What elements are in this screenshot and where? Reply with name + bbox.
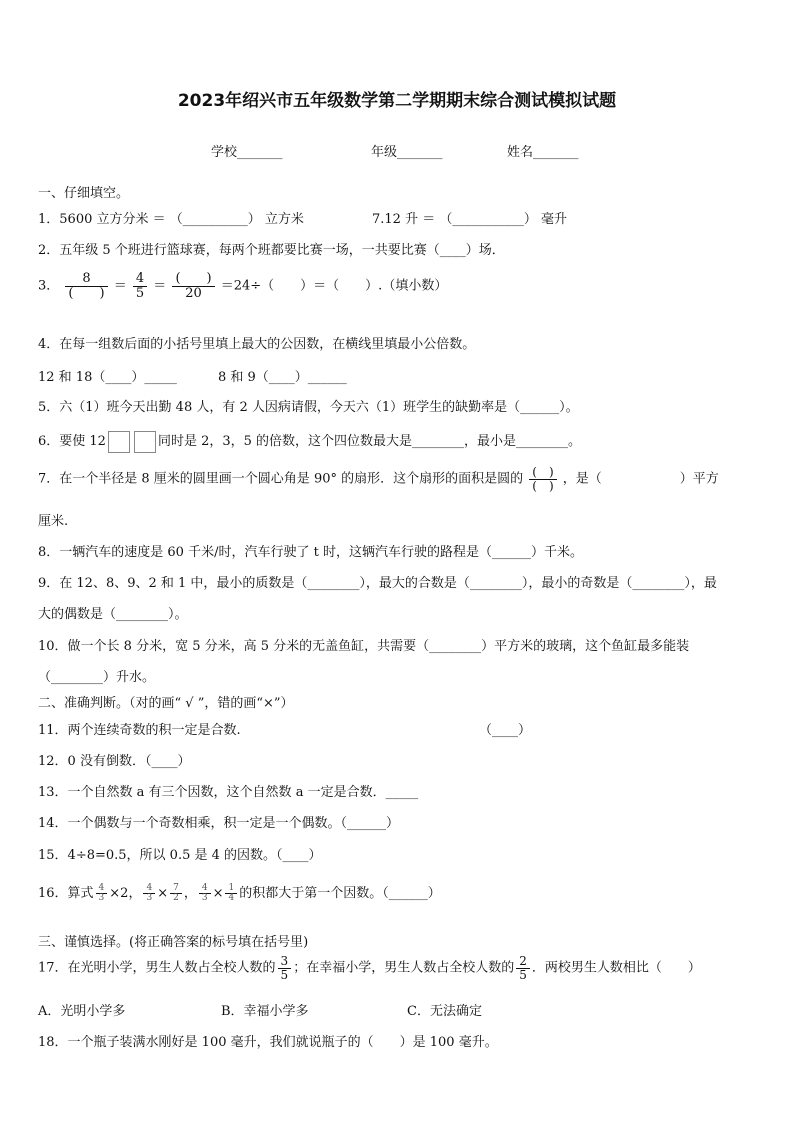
q16-f2-den: 3 (146, 893, 153, 903)
grade-field: 年级_______ (371, 145, 443, 160)
q3-f2-num: 4 (133, 272, 147, 287)
question-8: 8．一辆汽车的速度是 60 千米/时，汽车行驶了 t 时，这辆汽车行驶的路程是（______）千米。 (38, 545, 583, 560)
question-11-paren: （____） (479, 723, 532, 738)
question-9b: 大的偶数是（________）。 (38, 607, 188, 622)
q16-fraction-2 (143, 884, 155, 904)
q3-number: 3． (38, 278, 60, 294)
question-11: 11．两个连续奇数的积一定是合数. (38, 723, 241, 738)
digit-box-2 (134, 431, 156, 453)
question-16 (38, 882, 441, 903)
q16-f3-den: 2 (173, 893, 179, 903)
section-heading-judge: 二、准确判断。（对的画“ √ ”，错的画“×”） (38, 696, 294, 711)
section-heading-choice: 三、谨慎选择。(将正确答案的标号填在括号里) (38, 935, 309, 950)
question-3 (38, 272, 447, 300)
q17-option-a: A．光明小学多 (38, 1004, 126, 1019)
q17-option-b: B．幸福小学多 (221, 1004, 309, 1019)
q7-pre: 7．在一个半径是 8 厘米的圆里画一个圆心角是 90° 的扇形．这个扇形的面积是圆的 (38, 471, 524, 487)
q16-t1: ×2， (109, 886, 142, 901)
q17-fraction-2 (516, 955, 530, 981)
q17-f1-num: 3 (278, 955, 292, 969)
q16-f1-den: 3 (98, 893, 105, 903)
question-9a: 9．在 12、8、9、2 和 1 中，最小的质数是（________），最大的合数是（________），最小的奇数是（________），最 (38, 576, 717, 591)
question-17 (38, 955, 701, 981)
q16-f2-num: 4 (143, 884, 155, 894)
q17-fraction-1 (278, 955, 292, 981)
q16-f4-num: 4 (199, 884, 211, 894)
question-4b: 8 和 9（____）______ (218, 370, 347, 385)
q3-f3-den: 20 (185, 285, 202, 301)
q3-f3-num: ( ) (172, 272, 214, 287)
q17-f1-den: 5 (280, 967, 289, 982)
question-6 (38, 430, 581, 453)
q16-f5-den: 4 (228, 893, 235, 903)
q7-post: ，是（ ）平方 (562, 471, 719, 487)
q16-t4: × (212, 886, 224, 901)
q7-f-den: ( ) (532, 478, 554, 493)
q3-f1-num: 8 (65, 272, 107, 287)
q16-f5-num: 1 (225, 884, 237, 894)
q16-t2: × (157, 886, 169, 901)
q17-f2-den: 5 (519, 967, 527, 982)
digit-box-1 (108, 431, 130, 453)
name-field: 姓名_______ (507, 145, 579, 160)
q17-mid: ；在幸福小学，男生人数占全校人数的 (293, 960, 515, 976)
q16-pre: 16．算式 (38, 886, 94, 901)
section-heading-fill: 一、仔细填空。 (38, 186, 130, 201)
q16-fraction-3 (170, 884, 182, 904)
q17-f2-num: 2 (516, 955, 530, 969)
question-5: 5．六（1）班今天出勤 48 人，有 2 人因病请假，今天六（1）班学生的缺勤率是（______）。 (38, 400, 579, 415)
q16-f1-num: 4 (96, 884, 108, 894)
q3-fraction-1 (65, 272, 107, 300)
question-1a: 1．5600 立方分米 ＝ （__________） 立方米 (38, 212, 304, 227)
q17-option-c: C．无法确定 (407, 1004, 482, 1019)
q3-fraction-2 (133, 272, 147, 300)
q6-pre: 6．要使 12 (38, 434, 106, 449)
q17-post: ．两校男生人数相比（ ） (531, 960, 701, 976)
question-7 (38, 466, 719, 492)
question-2: 2．五年级 5 个班进行篮球赛，每两个班都要比赛一场，一共要比赛（____）场． (38, 243, 505, 258)
q16-post: 的积都大于第一个因数。（______） (239, 886, 441, 901)
q16-fraction-5 (225, 884, 237, 904)
school-field: 学校_______ (211, 145, 283, 160)
q6-post: 同时是 2，3，5 的倍数，这个四位数最大是________，最小是________。 (157, 434, 582, 449)
question-14: 14．一个偶数与一个奇数相乘，积一定是一个偶数。（______） (38, 816, 400, 831)
q7-fraction (529, 466, 556, 492)
q3-f1-den: ( ) (68, 285, 105, 301)
question-10a: 10．做一个长 8 分米，宽 5 分米，高 5 分米的无盖鱼缸，共需要（________）平方米的玻璃，这个鱼缸最多能装 (38, 639, 690, 654)
q3-equals-2: ＝ (153, 278, 167, 294)
q3-rest: ＝24÷（ ）＝（ ）.（填小数） (220, 278, 448, 294)
q16-f3-num: 7 (170, 884, 182, 894)
question-13: 13．一个自然数 a 有三个因数，这个自然数 a 一定是合数．_____ (38, 785, 419, 800)
q3-equals-1: ＝ (113, 278, 127, 294)
question-12: 12．0 没有倒数．（____） (38, 754, 191, 769)
question-4: 4．在每一组数后面的小括号里填上最大的公因数，在横线里填最小公倍数。 (38, 337, 476, 352)
question-7-cont: 厘米. (38, 514, 69, 529)
q16-fraction-1 (96, 884, 108, 904)
q16-t3: ， (183, 886, 197, 901)
q3-fraction-3 (172, 272, 214, 300)
q16-f4-den: 3 (201, 893, 208, 903)
question-15: 15．4÷8=0.5，所以 0.5 是 4 的因数。（____） (38, 848, 322, 863)
q16-fraction-4 (199, 884, 211, 904)
q3-f2-den: 5 (135, 285, 145, 301)
question-4a: 12 和 18（____）_____ (38, 370, 177, 385)
question-1b: 7.12 升 ＝ （___________） 毫升 (372, 212, 567, 227)
q17-pre: 17．在光明小学，男生人数占全校人数的 (38, 960, 276, 976)
q7-f-num: ( ) (529, 466, 556, 480)
page-title: 2023年绍兴市五年级数学第二学期期末综合测试模拟试题 (177, 91, 617, 111)
question-18: 18．一个瓶子装满水刚好是 100 毫升，我们就说瓶子的（ ）是 100 毫升。 (38, 1035, 498, 1050)
question-10b: （________）升水。 (38, 670, 156, 685)
